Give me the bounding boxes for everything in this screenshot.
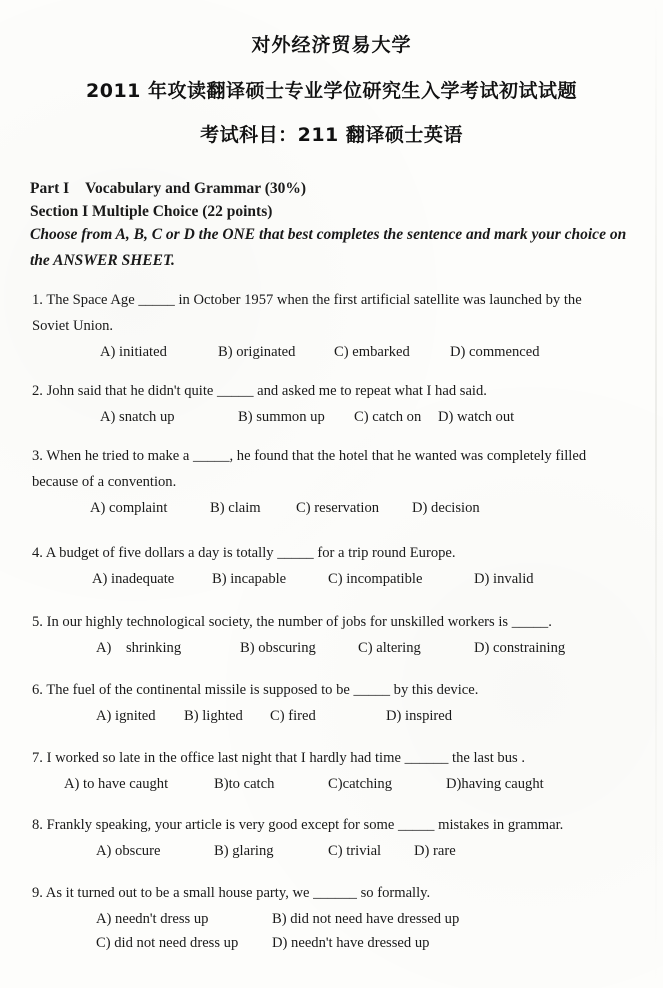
question-stem: 2. John said that he didn't quite _____ and asked me to repeat what I had said.: [32, 383, 487, 399]
option-d: D) inspired: [386, 708, 453, 724]
question-options: [32, 838, 622, 862]
option-b: B) claim: [210, 500, 261, 516]
option-a: A) inadequate: [92, 571, 175, 587]
section-instruction: Choose from A, B, C or D the ONE that best completes the sentence and mark your choice on the ANSWER SHEET.: [30, 226, 627, 269]
question-options: [32, 771, 622, 795]
question-options: [32, 906, 622, 930]
question-7: [32, 745, 622, 795]
option-d: D) rare: [414, 843, 456, 859]
question-8: [32, 812, 622, 862]
question-9: [32, 880, 622, 954]
exam-title: 2011 年攻读翻译硕士专业学位研究生入学考试初试试题: [86, 80, 577, 102]
question-stem: 1. The Space Age _____ in October 1957 when the first artificial satellite was launched by the Soviet Union.: [32, 292, 582, 334]
option-b: B) summon up: [238, 409, 325, 425]
option-b: B) obscuring: [240, 640, 316, 656]
option-c: C) fired: [270, 708, 316, 724]
option-a: A) shrinking: [96, 640, 182, 656]
question-stem: 4. A budget of five dollars a day is totally _____ for a trip round Europe.: [32, 545, 456, 561]
question-stem: 3. When he tried to make a _____, he found that the hotel that he wanted was completely filled because of a convention.: [32, 448, 587, 490]
question-3: [32, 443, 622, 519]
question-5: [32, 609, 622, 659]
option-d: D) invalid: [474, 571, 534, 587]
question-options-row-2: [32, 930, 622, 954]
question-options: [32, 339, 622, 363]
option-a: A) to have caught: [64, 776, 169, 792]
option-c: C) catch on: [354, 409, 422, 425]
question-options: [32, 566, 622, 590]
option-d: D) decision: [412, 500, 480, 516]
option-c: C) altering: [358, 640, 421, 656]
option-c: C) embarked: [334, 344, 410, 360]
option-d: D) watch out: [438, 409, 515, 425]
part-label: Part I: [30, 180, 70, 197]
question-stem: 9. As it turned out to be a small house party, we ______ so formally.: [32, 885, 431, 901]
question-stem: 5. In our highly technological society, the number of jobs for unskilled workers is _____.: [32, 614, 552, 630]
question-stem: 6. The fuel of the continental missile is supposed to be _____ by this device.: [32, 682, 479, 698]
scan-edge: [655, 0, 657, 988]
question-options: [32, 495, 622, 519]
question-stem: 8. Frankly speaking, your article is very good except for some _____ mistakes in grammar.: [32, 817, 564, 833]
option-b: B) glaring: [214, 843, 274, 859]
option-c: C) reservation: [296, 500, 380, 516]
exam-subject: 考试科目：211 翻译硕士英语: [200, 124, 463, 146]
option-d: D) commenced: [450, 344, 540, 360]
option-a: A) ignited: [96, 708, 156, 724]
option-b: B) lighted: [184, 708, 243, 724]
option-c: C) did not need dress up: [96, 935, 239, 951]
part-heading: [30, 180, 630, 198]
option-b: B) did not need have dressed up: [272, 911, 460, 927]
option-b: B)to catch: [214, 776, 275, 792]
option-c: C) trivial: [328, 843, 382, 859]
option-a: A) needn't dress up: [96, 911, 209, 927]
section-heading: Section I Multiple Choice (22 points): [30, 203, 273, 220]
question-4: [32, 540, 622, 590]
question-1: [32, 287, 622, 363]
question-options: [32, 404, 622, 428]
option-a: A) obscure: [96, 843, 161, 859]
question-stem: 7. I worked so late in the office last night that I hardly had time ______ the last bus .: [32, 750, 525, 766]
option-d: D) constraining: [474, 640, 566, 656]
question-6: [32, 677, 622, 727]
option-d: D) needn't have dressed up: [272, 935, 430, 951]
option-c: C) incompatible: [328, 571, 423, 587]
question-options: [32, 635, 622, 659]
option-a: A) snatch up: [100, 409, 175, 425]
question-2: [32, 378, 622, 428]
option-c: C)catching: [328, 776, 393, 792]
part-title: Vocabulary and Grammar (30%): [85, 180, 307, 197]
option-b: B) originated: [218, 344, 296, 360]
option-a: A) initiated: [100, 344, 167, 360]
option-b: B) incapable: [212, 571, 287, 587]
option-a: A) complaint: [90, 500, 168, 516]
option-d: D)having caught: [446, 776, 544, 792]
school-name: 对外经济贸易大学: [251, 34, 412, 56]
question-options: [32, 703, 622, 727]
